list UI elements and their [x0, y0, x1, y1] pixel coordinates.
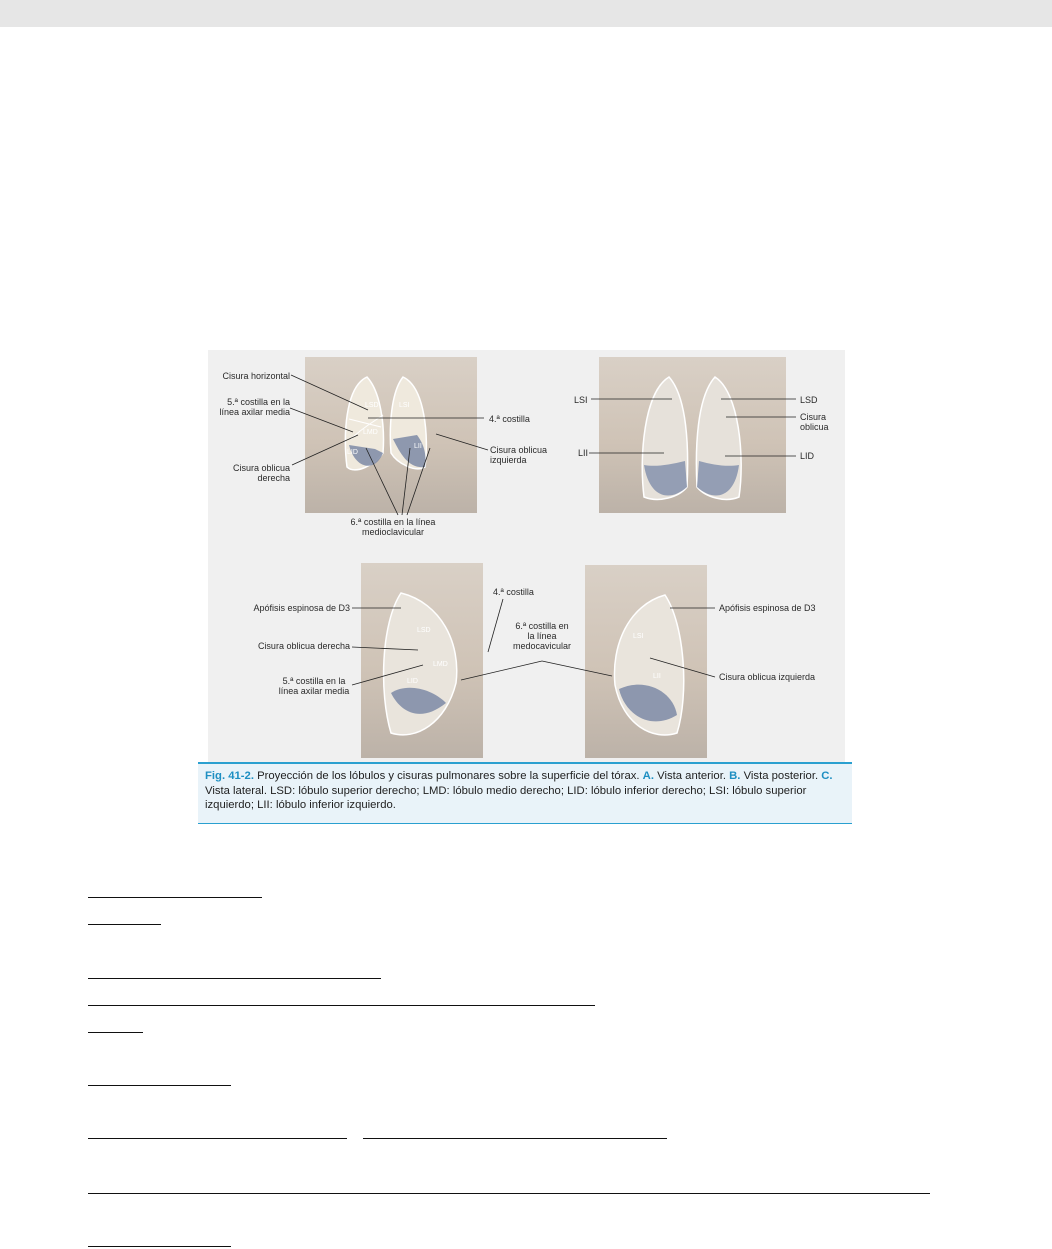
- caption-part-3: Vista posterior.: [740, 770, 822, 782]
- leader-lines: [198, 350, 852, 762]
- label-cuarta-costilla-lateral: 4.ª costilla: [493, 587, 534, 597]
- label-sexta-costilla-lateral: 6.ª costilla en la línea medocavicular: [512, 621, 572, 651]
- label-cisura-oblicua-izquierda-lateral: Cisura oblicua izquierda: [719, 672, 816, 682]
- caption-part-4: Vista lateral. LSD: lóbulo superior derecho; LMD: lóbulo medio derecho; LID: lóbulo inferior derecho; LSI: lóbulo superior izquierdo; LII: lóbulo inferior izquierdo.: [205, 784, 807, 811]
- label-quinta-costilla-lateral: 5.ª costilla en la línea axilar media: [278, 676, 350, 696]
- blank-line-3: [88, 978, 381, 979]
- label-apofisis-left: Apófisis espinosa de D3: [253, 603, 350, 613]
- caption-b: B.: [729, 770, 741, 782]
- blank-line-6: [88, 1085, 231, 1086]
- caption-a: A.: [642, 770, 654, 782]
- label-sexta-costilla: 6.ª costilla en la línea medioclavicular: [350, 517, 436, 537]
- blank-line-5: [88, 1032, 143, 1033]
- blank-line-2: [88, 924, 161, 925]
- lobe-label-lmd-lateral: LMD: [433, 661, 448, 668]
- blank-line-1: [88, 897, 262, 898]
- label-lii-posterior: LII: [578, 448, 589, 458]
- label-quinta-costilla: 5.ª costilla en la línea axilar media: [219, 397, 290, 417]
- top-bar: [0, 0, 1052, 27]
- caption-part-1: Proyección de los lóbulos y cisuras pulmonares sobre la superficie del tórax.: [253, 770, 643, 782]
- lobe-label-lsd: LSD: [365, 402, 379, 409]
- label-cuarta-costilla: 4.ª costilla: [489, 414, 530, 424]
- caption-c: C.: [821, 770, 833, 782]
- lobe-label-lid: LID: [347, 449, 358, 456]
- anatomy-figure: [198, 350, 852, 824]
- lobe-label-lid-lateral: LID: [407, 678, 418, 685]
- caption-part-2: Vista anterior.: [653, 770, 730, 782]
- caption-text: [198, 764, 852, 813]
- label-cisura-oblicua-derecha-lateral: Cisura oblicua derecha: [257, 641, 350, 651]
- lobe-label-lsi: LSI: [399, 402, 410, 409]
- label-cisura-oblicua-derecha: Cisura oblicua derecha: [232, 463, 290, 483]
- lobe-label-lii-lateral: LII: [653, 673, 661, 680]
- label-apofisis-right: Apófisis espinosa de D3: [719, 603, 816, 613]
- blank-line-9: [88, 1193, 930, 1194]
- label-cisura-oblicua-posterior: Cisura oblicua: [800, 412, 829, 432]
- blank-line-10: [88, 1246, 231, 1247]
- caption-fig-label: Fig. 41-2.: [205, 770, 254, 782]
- blank-line-8: [363, 1138, 667, 1139]
- figure-caption: [198, 762, 852, 824]
- label-cisura-oblicua-izquierda: Cisura oblicua izquierda: [490, 445, 548, 465]
- blank-line-7: [88, 1138, 347, 1139]
- lobe-label-lsd-lateral: LSD: [417, 627, 431, 634]
- label-cisura-horizontal: Cisura horizontal: [222, 371, 290, 381]
- lobe-label-lsi-lateral: LSI: [633, 633, 644, 640]
- label-lsi-posterior: LSI: [574, 395, 588, 405]
- blank-line-4: [88, 1005, 595, 1006]
- label-lsd-posterior: LSD: [800, 395, 818, 405]
- lobe-label-lii: LII: [414, 443, 422, 450]
- lobe-label-lmd: LMD: [363, 429, 378, 436]
- label-lid-posterior: LID: [800, 451, 815, 461]
